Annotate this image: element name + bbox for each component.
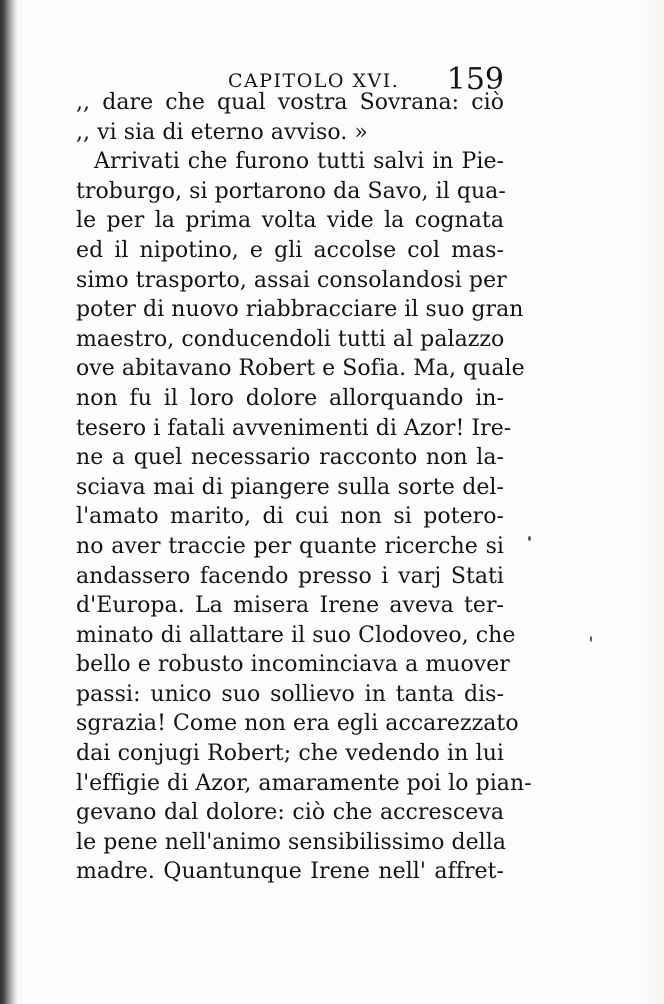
text-line: sciava mai di piangere sulla sorte del- [76,474,504,500]
page-number: 159 [446,62,504,97]
text-line: ove abitavano Robert e Sofia. Ma, quale [76,356,525,382]
paper-speck [590,636,592,642]
text-line: bello e robusto incominciava a muover [76,652,510,678]
text-line: minato di allattare il suo Clodoveo, che [76,622,516,648]
text-line: ,, dare che qual vostra Sovrana: ciò [76,90,504,115]
text-line: l'effigie di Azor, amaramente poi lo pian- [76,770,532,796]
binding-shadow [0,0,18,1004]
text-line: tesero i fatali avvenimenti di Azor! Ire- [76,415,512,441]
text-line: Arrivati che furono tutti salvi in Pie- [94,149,504,175]
text-line: ,, vi sia di eterno avviso. » [76,119,368,145]
text-line: no aver traccie per quante ricerche si [76,533,504,559]
text-line: simo trasporto, assai consolandosi per [76,267,507,293]
text-line: troburgo, si portarono da Savo, il qua- [76,178,506,204]
text-line: dai conjugi Robert; che vedendo in lui [76,741,504,767]
text-line: l'amato marito, di cui non si potero- [76,504,504,530]
text-line: ne a quel necessario racconto non la- [76,445,504,471]
paper-speck [528,536,531,541]
text-line: d'Europa. La misera Irene aveva ter- [76,593,504,619]
text-line: sgrazia! Come non era egli accarezzato [76,711,519,737]
text-line: andassero facendo presso i varj Stati [76,563,504,589]
text-line: gevano dal dolore: ciò che accresceva [76,800,504,826]
text-line: le pene nell'animo sensibilissimo della [76,829,507,855]
text-line: le per la prima volta vide la cognata [76,208,504,234]
text-line: non fu il loro dolore allorquando in- [76,385,504,411]
text-line: maestro, conducendoli tutti al palazzo [76,326,505,352]
text-line: passi: unico suo sollievo in tanta dis- [76,681,504,707]
text-line: madre. Quantunque Irene nell' affret- [76,859,504,885]
chapter-title: CAPITOLO XVI. [228,70,400,92]
body-text [76,88,532,887]
text-line: ed il nipotino, e gli accolse col mas- [76,237,504,263]
text-line: poter di nuovo riabbracciare il suo gran [76,297,524,323]
